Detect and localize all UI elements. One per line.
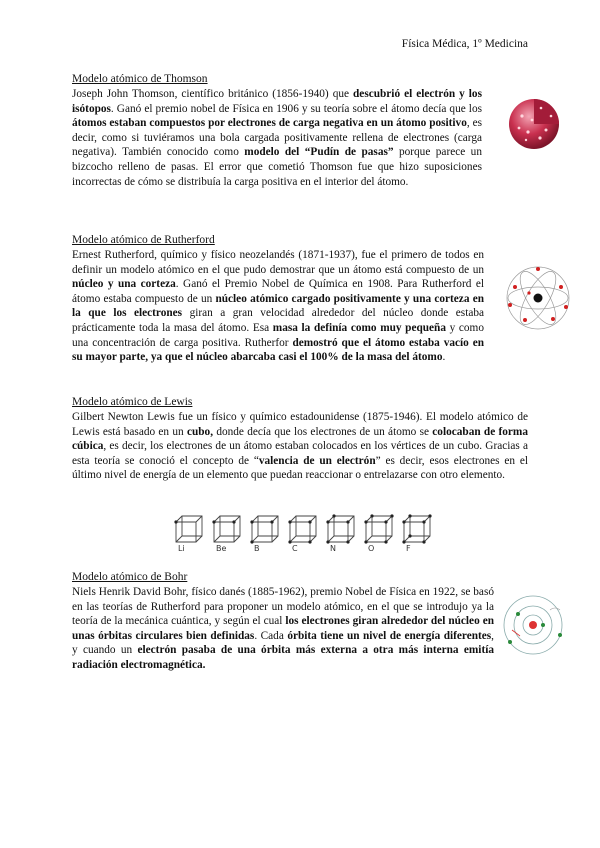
valence-electron-dot [346, 520, 349, 523]
section-title-bohr: Modelo atómico de Bohr [72, 571, 188, 583]
section-rutherford [72, 233, 484, 365]
element-symbol: N [330, 544, 336, 552]
bold-text: modelo del “Pudín de pasas” [244, 146, 394, 159]
valence-electron-dot [308, 520, 311, 523]
valence-electron-dot [326, 520, 329, 523]
valence-electron-dot [422, 540, 425, 543]
section-lewis [72, 395, 528, 483]
valence-electron-dot [422, 520, 425, 523]
valence-electron-dot [232, 520, 235, 523]
section-body-bohr [72, 585, 494, 673]
text-run: , es decir, los electrones de un átomo estaban colocados en los vértices de un cubo. Gracias a esta teoría se conoció el concepto de “ [72, 440, 528, 467]
bold-text: electrón pasaba de una órbita más externa a otra más interna emitía radiación electromagnética. [72, 644, 494, 671]
bold-text: núcleo y una corteza [72, 278, 176, 291]
element-symbol: C [292, 544, 298, 552]
thomson-plum-pudding-figure [508, 98, 560, 150]
lewis-cube [364, 514, 393, 552]
lewis-cubes-svg [170, 512, 440, 552]
valence-electron-dot [408, 514, 411, 517]
valence-electron-dot [390, 514, 393, 517]
valence-electron-dot [370, 514, 373, 517]
bold-text: átomos estaban compuestos por electrones de carga negativa en un átomo positivo [72, 117, 467, 130]
bold-text: cubo, [186, 425, 214, 438]
text-run: Niels Henrik David Bohr, físico danés (1885-1962), premio Nobel de Física en 1922, se basó en las teorías de Rutherford para proponer un modelo atómico, en el que se introdujo ya la teoría de la mecánica cuántica, y según el cual [72, 586, 494, 628]
bold-text: colocaban de forma cúbica [72, 425, 528, 453]
element-symbol: B [254, 544, 260, 552]
element-symbol: O [368, 544, 375, 552]
text-run: . Ganó el Premio Nobel de Química en 1908. Para Rutherford el átomo estaba compuesto de un [72, 278, 484, 305]
section-title-lewis: Modelo atómico de Lewis [72, 396, 193, 408]
lewis-cube [288, 516, 316, 552]
rutherford-atom-figure [505, 265, 571, 331]
section-title-rutherford: Modelo atómico de Rutherford [72, 234, 215, 246]
text-run: Ernest Rutherford, químico y físico neozelandés (1871-1937), fue el primero de todos en definir un modelo atómico en el que pudo demostrar que un átomo está compuesto de un [72, 249, 484, 276]
bold-text: los electrones giran alrededor del núcleo en unas órbitas circulares bien definidas [72, 615, 494, 642]
text-run: giran a gran velocidad alrededor del núcleo donde estaba prácticamente toda la masa del átomo. Esa [72, 307, 485, 334]
valence-electron-dot [288, 520, 291, 523]
text-run: Joseph John Thomson, científico británico (1856-1940) que [72, 88, 354, 100]
valence-electron-dot [270, 520, 273, 523]
valence-electron-dot [384, 540, 387, 543]
valence-electron-dot [332, 514, 335, 517]
valence-electron-dot [364, 520, 367, 523]
valence-electron-dot [346, 540, 349, 543]
bold-text: órbita tiene un nivel de energía diferentes [287, 629, 492, 642]
text-run: ” es decir, esos electrones en el último nivel de energía de un elemento que puedan reaccionar o entrelazarse con otro elemento. [72, 454, 528, 482]
bold-text: masa la definía como muy pequeña [272, 321, 446, 334]
bold-text: núcleo atómico cargado positivamente y una corteza en la que los electrones [72, 292, 484, 320]
bold-text: valencia de un electrón [258, 454, 376, 467]
lewis-cube [212, 516, 240, 552]
valence-electron-dot [174, 520, 177, 523]
valence-electron-dot [250, 520, 253, 523]
valence-electron-dot [402, 520, 405, 523]
valence-electron-dot [212, 520, 215, 523]
valence-electron-dot [308, 540, 311, 543]
section-bohr [72, 570, 494, 673]
lewis-cubes-figure [170, 512, 440, 552]
lewis-cube [250, 516, 278, 552]
element-symbol: Be [216, 544, 227, 552]
valence-electron-dot [408, 534, 411, 537]
text-run: . Cada [254, 629, 288, 642]
section-title-thomson: Modelo atómico de Thomson [72, 73, 208, 85]
section-body-lewis [72, 410, 528, 483]
text-run: , y cuando un [72, 629, 494, 657]
text-run: donde decía que los electrones de un átomo se [213, 425, 433, 438]
section-thomson [72, 72, 482, 189]
text-run: Gilbert Newton Lewis fue un físico y químico estadounidense (1875-1946). El modelo atómico de Lewis está basado en un [72, 411, 528, 438]
bold-text: demostró que el átomo estaba vacío en su mayor parte, ya que el núcleo abarcaba casi el 100% de la masa del átomo [72, 336, 484, 364]
text-run: , es decir, como si tuviéramos una bola cargada positivamente rellena de electrones (carga negativa). También conocido como [72, 117, 482, 159]
lewis-cube [174, 516, 202, 552]
valence-electron-dot [428, 514, 431, 517]
section-body-thomson [72, 87, 482, 189]
text-run: y como una concentración de carga positiva. Rutherfor [72, 321, 484, 349]
bold-text: descubrió el electrón y los isótopos [72, 88, 482, 115]
text-run: . [442, 351, 446, 364]
page-header: Física Médica, 1º Medicina [401, 38, 528, 50]
section-body-rutherford [72, 248, 484, 365]
element-symbol: F [406, 544, 411, 552]
text-run: porque parece un bizcocho relleno de pasas. El error que cometió Thomson fue que hizo suposiciones incorrectas de cómo se distribuía la carga positiva en el interior del átomo. [72, 146, 482, 188]
element-symbol: Li [178, 544, 185, 552]
lewis-cube [326, 514, 354, 552]
text-run: . Ganó el premio nobel de Física en 1906 y su teoría sobre el átomo decía que los [110, 102, 482, 115]
lewis-cube [402, 514, 431, 552]
bohr-atom-figure [500, 590, 570, 660]
valence-electron-dot [384, 520, 387, 523]
